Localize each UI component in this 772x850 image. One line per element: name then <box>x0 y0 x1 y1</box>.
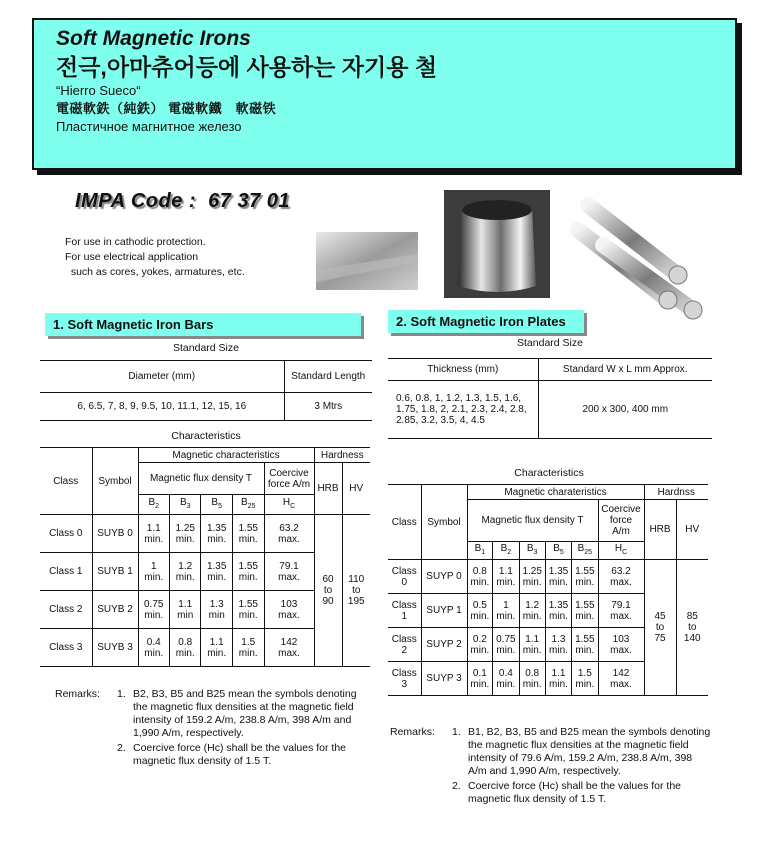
flux-header: Magnetic flux density T <box>467 500 598 542</box>
value-cell: 1.35 min. <box>545 560 571 594</box>
remark-text: Coercive force (Hc) shall be the values for the magnetic flux density of 1.5 T. <box>468 780 682 805</box>
b3-header: $B_3$ <box>169 495 200 515</box>
class-cell: Class 3 <box>40 629 92 667</box>
value-cell: 0.8 min. <box>467 560 493 594</box>
korean-title: 전극,아마츄어등에 사용하는 자기용 철 <box>56 54 438 80</box>
value-cell: 0.8 min. <box>519 662 545 696</box>
symbol-cell: SUYP 1 <box>421 594 467 628</box>
table-row <box>40 515 370 553</box>
value-cell: 79.1 max. <box>264 553 314 591</box>
b2-header: $B_2$ <box>493 542 519 560</box>
title-banner <box>32 18 737 170</box>
value-cell: 1.55 min. <box>572 560 598 594</box>
b2-header: $B_2$ <box>138 495 169 515</box>
remark-number: 2. <box>452 780 461 792</box>
value-cell: 103 max. <box>598 628 644 662</box>
symbol-cell: SUYB 2 <box>92 591 138 629</box>
coercive-header: Coercive force A/m <box>264 463 314 495</box>
value-cell: 1.1 min <box>169 591 200 629</box>
bars-std-caption: Standard Size <box>173 342 239 354</box>
usage-line: For use electrical application <box>65 251 199 263</box>
remarks-label: Remarks: <box>390 726 435 738</box>
usage-notes <box>65 235 245 280</box>
class-cell: Class 1 <box>388 594 421 628</box>
bars-remarks <box>55 688 367 768</box>
japanese-title: 電磁軟鉄（純鉄） 電磁軟鐵 軟磁铁 <box>56 101 277 116</box>
value-cell: 1.55 min. <box>572 628 598 662</box>
hardness-header: Hardness <box>314 448 370 463</box>
class-cell: Class 0 <box>40 515 92 553</box>
remark-text: B1, B2, B3, B5 and B25 mean the symbols denoting the magnetic flux densities at the magnetic field intensity of 79.6 A/m, 159.2 A/m, 238.8 A/m, 398 A/m and 1,990 A/m, respectively. <box>468 726 711 777</box>
class-cell: Class 2 <box>40 591 92 629</box>
symbol-cell: SUYP 0 <box>421 560 467 594</box>
usage-line: such as cores, yokes, armatures, etc. <box>65 266 245 278</box>
class-cell: Class 2 <box>388 628 421 662</box>
value-cell: 1 min. <box>138 553 169 591</box>
hc-header: $H_C$ <box>598 542 644 560</box>
value-cell: 1.3 min. <box>545 628 571 662</box>
class-cell: Class 3 <box>388 662 421 696</box>
value-cell: 1.2 min. <box>519 594 545 628</box>
hrb-range: 60 to 90 <box>314 515 342 667</box>
length-header: Standard Length <box>284 361 372 393</box>
table-row <box>388 560 708 594</box>
plate-photo <box>316 232 418 290</box>
value-cell: 1.55 min. <box>232 553 264 591</box>
value-cell: 103 max. <box>264 591 314 629</box>
value-cell: 0.75 min. <box>138 591 169 629</box>
hc-header: $H_C$ <box>264 495 314 515</box>
value-cell: 1.1 min. <box>493 560 519 594</box>
diameter-header: Diameter (mm) <box>40 361 284 393</box>
russian-title: Пластичное магнитное железо <box>56 119 242 134</box>
hv-range: 85 to 140 <box>676 560 708 696</box>
iron-bars-photo <box>568 190 708 340</box>
plates-std-caption: Standard Size <box>517 337 583 349</box>
flux-header: Magnetic flux density T <box>138 463 264 495</box>
b25-header: $B_{25}$ <box>232 495 264 515</box>
hv-header: HV <box>676 500 708 560</box>
bars-standard-table <box>40 360 372 421</box>
hv-range: 110 to 195 <box>342 515 370 667</box>
plates-heading: 2. Soft Magnetic Iron Plates <box>388 310 584 333</box>
b5-header: $B_5$ <box>201 495 232 515</box>
hardness-header: Hardnss <box>644 485 708 500</box>
value-cell: 1.1 min. <box>545 662 571 696</box>
bars-char-caption: Characteristics <box>171 430 241 442</box>
value-cell: 1.25 min. <box>519 560 545 594</box>
symbol-cell: SUYB 3 <box>92 629 138 667</box>
value-cell: 1.1 min. <box>201 629 232 667</box>
remark-text: Coercive force (Hc) shall be the values for the magnetic flux density of 1.5 T. <box>133 742 347 767</box>
value-cell: 1.35 min. <box>201 553 232 591</box>
value-cell: 142 max. <box>264 629 314 667</box>
page-title: Soft Magnetic Irons <box>56 27 251 50</box>
b25-header: $B_{25}$ <box>572 542 598 560</box>
b5-header: $B_5$ <box>545 542 571 560</box>
plates-characteristics-table <box>388 484 708 696</box>
value-cell: 142 max. <box>598 662 644 696</box>
sheet-roll-photo <box>444 190 550 298</box>
value-cell: 0.4 min. <box>138 629 169 667</box>
symbol-cell: SUYB 1 <box>92 553 138 591</box>
magnetic-header: Magnetic charateristics <box>467 485 644 500</box>
plates-remarks <box>390 726 712 806</box>
remark-number: 2. <box>117 742 126 754</box>
wl-value: 200 x 300, 400 mm <box>538 381 712 439</box>
value-cell: 1.55 min. <box>232 591 264 629</box>
value-cell: 1.5 min. <box>232 629 264 667</box>
value-cell: 1 min. <box>493 594 519 628</box>
value-cell: 63.2 max. <box>598 560 644 594</box>
hrb-header: HRB <box>314 463 342 515</box>
value-cell: 0.8 min. <box>169 629 200 667</box>
value-cell: 1.1 min. <box>519 628 545 662</box>
wl-header: Standard W x L mm Approx. <box>538 359 712 381</box>
remark-text: B2, B3, B5 and B25 mean the symbols denoting the magnetic flux densities at the magnetic field intensity of 159.2 A/m, 238.8 A/m, 398 A/m and 1,990 A/m, respectively. <box>133 688 357 739</box>
value-cell: 1.2 min. <box>169 553 200 591</box>
value-cell: 0.5 min. <box>467 594 493 628</box>
symbol-header: Symbol <box>92 448 138 515</box>
class-cell: Class 0 <box>388 560 421 594</box>
usage-line: For use in cathodic protection. <box>65 236 206 248</box>
length-value: 3 Mtrs <box>284 393 372 421</box>
value-cell: 0.4 min. <box>493 662 519 696</box>
symbol-header: Symbol <box>421 485 467 560</box>
hrb-range: 45 to 75 <box>644 560 676 696</box>
impa-label: IMPA Code : <box>75 190 197 212</box>
value-cell: 1.5 min. <box>572 662 598 696</box>
spanish-title: “Hierro Sueco“ <box>56 83 141 98</box>
impa-code <box>75 190 290 213</box>
class-cell: Class 1 <box>40 553 92 591</box>
value-cell: 1.55 min. <box>232 515 264 553</box>
symbol-cell: SUYP 2 <box>421 628 467 662</box>
remarks-label: Remarks: <box>55 688 100 700</box>
value-cell: 63.2 max. <box>264 515 314 553</box>
value-cell: 1.55 min. <box>572 594 598 628</box>
coercive-header: Coercive force A/m <box>598 500 644 542</box>
value-cell: 0.75 min. <box>493 628 519 662</box>
value-cell: 1.35 min. <box>545 594 571 628</box>
value-cell: 0.2 min. <box>467 628 493 662</box>
remark-number: 1. <box>117 688 126 700</box>
value-cell: 1.25 min. <box>169 515 200 553</box>
value-cell: 79.1 max. <box>598 594 644 628</box>
symbol-cell: SUYP 3 <box>421 662 467 696</box>
value-cell: 0.1 min. <box>467 662 493 696</box>
impa-number: 67 37 01 <box>208 190 291 212</box>
value-cell: 1.3 min <box>201 591 232 629</box>
b3-header: $B_3$ <box>519 542 545 560</box>
symbol-cell: SUYB 0 <box>92 515 138 553</box>
value-cell: 1.1 min. <box>138 515 169 553</box>
thickness-values: 0.6, 0.8, 1, 1.2, 1.3, 1.5, 1.6, 1.75, 1.8, 2, 2.1, 2.3, 2.4, 2.8, 2.85, 3.2, 3.5, 4, 4.5 <box>388 381 538 439</box>
class-header: Class <box>388 485 421 560</box>
remark-number: 1. <box>452 726 461 738</box>
thickness-header: Thickness (mm) <box>388 359 538 381</box>
b1-header: $B_1$ <box>467 542 493 560</box>
hrb-header: HRB <box>644 500 676 560</box>
hv-header: HV <box>342 463 370 515</box>
class-header: Class <box>40 448 92 515</box>
bars-characteristics-table <box>40 447 370 667</box>
value-cell: 1.35 min. <box>201 515 232 553</box>
diameter-values: 6, 6.5, 7, 8, 9, 9.5, 10, 11.1, 12, 15, 16 <box>40 393 284 421</box>
bars-heading: 1. Soft Magnetic Iron Bars <box>45 313 361 336</box>
magnetic-header: Magnetic characteristics <box>138 448 314 463</box>
plates-char-caption: Characteristics <box>514 467 584 479</box>
plates-standard-table <box>388 358 712 439</box>
